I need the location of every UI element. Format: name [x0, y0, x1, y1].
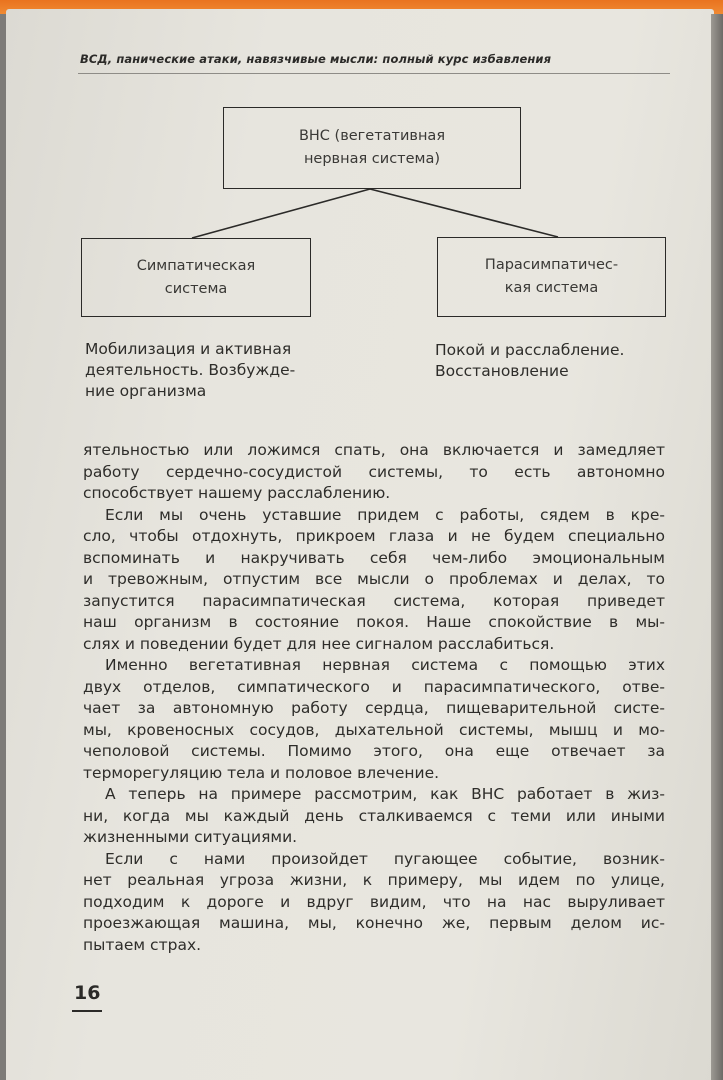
body-line: чеполовой системы. Помимо этого, она еще отвечает за [83, 742, 665, 760]
body-line: слях и поведении будет для нее сигналом расслабиться. [83, 634, 555, 653]
sympathetic-caption [85, 339, 295, 402]
vns-box-line-1: ВНС (вегетативная [298, 128, 446, 144]
body-line: наш организм в состояние покоя. Наше спокойствие в мы- [83, 613, 665, 631]
body-line: сло, чтобы отдохнуть, прикроем глаза и не будем специально [83, 527, 665, 545]
body-line: вспоминать и накручивать себя чем-либо эмоциональным [83, 548, 665, 567]
sympathetic-box-line-2: система [164, 280, 228, 297]
caption-line: Восстановление [435, 362, 569, 380]
body-line: ни, когда мы каждый день сталкиваемся с теми или иными [83, 806, 665, 825]
page-number: 16 [74, 982, 101, 1004]
running-head-rule [78, 73, 670, 74]
page-number-rule [72, 1010, 102, 1012]
body-line: Если с нами произойдет пугающее событие, возник- [105, 849, 665, 868]
body-line: двух отделов, симпатического и парасимпатического, отве- [83, 677, 665, 696]
body-text [83, 440, 665, 956]
body-line: подходим к дороге и вдруг видим, что на нас выруливает [83, 892, 665, 911]
caption-line: Мобилизация и активная [85, 340, 292, 358]
body-line: пытаем страх. [83, 935, 202, 954]
caption-line: ние организма [85, 382, 207, 400]
body-line: терморегуляцию тела и половое влечение. [83, 763, 440, 782]
parasympathetic-box-line-1: Парасимпатичес- [484, 257, 619, 273]
body-line: Если мы очень уставшие придем с работы, сядем в кре- [105, 505, 665, 524]
body-line: А теперь на примере рассмотрим, как ВНС работает в жиз- [105, 785, 665, 803]
running-head: ВСД, панические атаки, навязчивые мысли: полный курс избавления [80, 52, 552, 66]
body-line: чает за автономную работу сердца, пищеварительной систе- [83, 699, 665, 717]
body-line: нет реальная угроза жизни, к примеру, мы идем по улице, [83, 871, 665, 889]
caption-line: Покой и расслабление. [435, 341, 625, 359]
body-line: способствует нашему расслаблению. [83, 484, 391, 502]
body-line: проезжающая машина, мы, конечно же, первым делом ис- [83, 914, 665, 932]
caption-line: деятельность. Возбужде- [85, 361, 296, 379]
vns-box-line-2: нервная система) [303, 151, 441, 167]
parasympathetic-caption [435, 340, 624, 382]
diagram-box-vns [223, 107, 521, 189]
parasympathetic-box-line-2: кая система [504, 280, 599, 296]
body-line: запустится парасимпатическая система, которая приведет [83, 591, 665, 610]
body-line: ятельностью или ложимся спать, она включается и замедляет [83, 441, 665, 459]
body-line: работу сердечно-сосудистой системы, то есть автономно [83, 462, 665, 481]
body-line: и тревожным, отпустим все мысли о проблемах и делах, то [83, 570, 665, 588]
body-line: мы, кровеносных сосудов, дыхательной системы, мышц и мо- [83, 720, 665, 739]
diagram-box-sympathetic [81, 238, 311, 317]
sympathetic-box-line-1: Симпатическая [136, 257, 256, 274]
page-fore-edge [711, 14, 723, 1080]
diagram-box-parasympathetic [437, 237, 666, 317]
body-line: жизненными ситуациями. [83, 828, 298, 846]
body-line: Именно вегетативная нервная система с помощью этих [105, 656, 665, 674]
